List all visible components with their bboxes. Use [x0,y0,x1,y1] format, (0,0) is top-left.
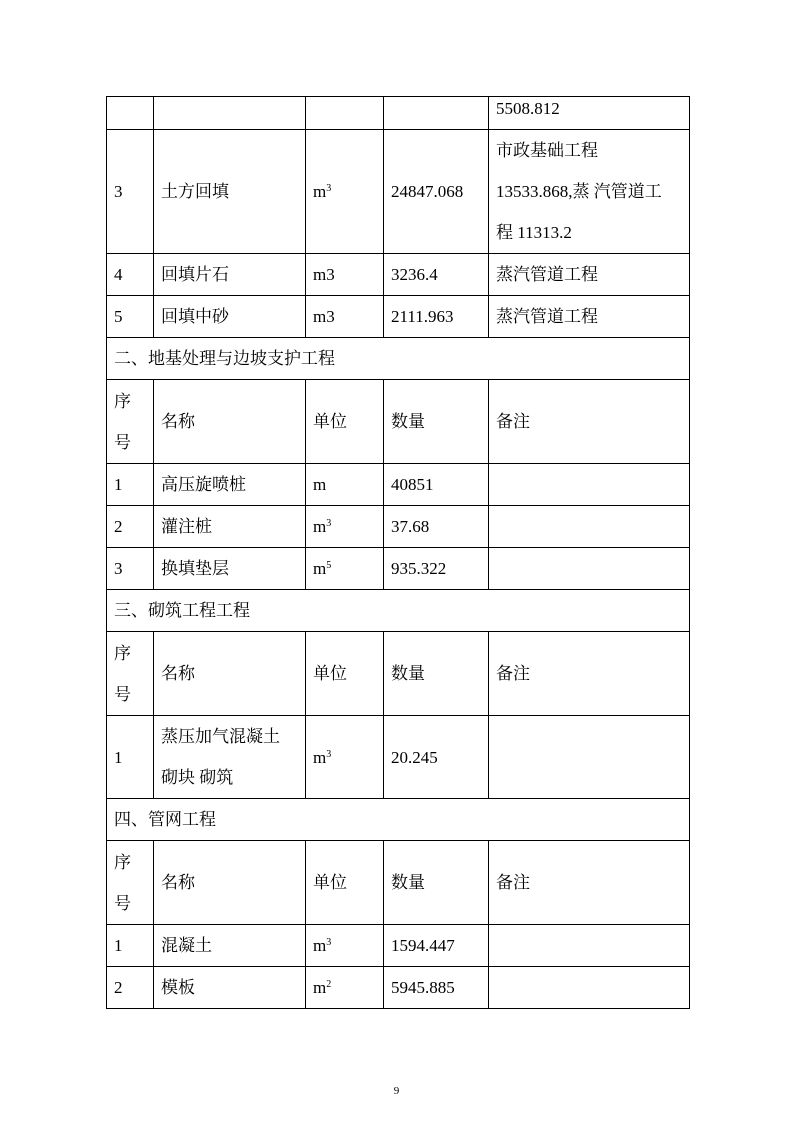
seq-cell: 2 [107,506,154,548]
qty-cell: 3236.4 [384,254,489,296]
header-seq-line: 号 [114,432,131,452]
unit-superscript: 5 [326,560,332,571]
name-cell: 高压旋喷桩 [154,464,306,506]
header-row [107,841,690,925]
name-cell [154,97,306,130]
header-row [107,632,690,716]
table-row [107,506,690,548]
name-cell: 土方回填 [154,130,306,254]
unit-cell [306,130,384,254]
header-seq [107,632,154,716]
header-row [107,380,690,464]
note-cell: 蒸汽管道工程 [489,296,690,338]
unit-base: m [313,559,327,578]
unit-base: m [313,747,327,767]
section-title-row [107,799,690,841]
qty-cell: 2111.963 [384,296,489,338]
unit-cell: m3 [306,254,384,296]
quantities-table [106,96,690,1009]
name-line: 砌块 砌筑 [161,768,234,787]
section-title-row [107,590,690,632]
seq-cell: 1 [107,925,154,967]
note-cell [489,925,690,967]
section-title: 三、砌筑工程工程 [107,590,690,632]
unit-cell [306,97,384,130]
qty-cell: 5945.885 [384,967,489,1009]
section-title-row [107,338,690,380]
name-cell: 回填中砂 [154,296,306,338]
name-cell: 混凝土 [154,925,306,967]
table-row [107,296,690,338]
note-line: 程 11313.2 [496,223,572,242]
unit-cell [306,967,384,1009]
header-seq-line: 序 [114,852,131,872]
seq-cell: 1 [107,716,154,799]
header-qty: 数量 [384,380,489,464]
header-qty: 数量 [384,841,489,925]
name-cell [154,716,306,799]
name-line: 蒸压加气混凝土 [161,727,280,746]
seq-cell: 5 [107,296,154,338]
table-row [107,548,690,590]
qty-cell: 24847.068 [384,130,489,254]
seq-cell: 3 [107,548,154,590]
unit-superscript: 3 [326,748,332,760]
note-cell [489,548,690,590]
note-cell [489,716,690,799]
qty-cell: 935.322 [384,548,489,590]
header-unit: 单位 [306,632,384,716]
header-seq-line: 序 [114,643,131,663]
seq-cell: 3 [107,130,154,254]
unit-base: m [313,936,327,955]
section-title: 四、管网工程 [107,799,690,841]
header-unit: 单位 [306,841,384,925]
note-line: 市政基础工程 [496,141,598,160]
unit-cell [306,548,384,590]
header-seq [107,841,154,925]
header-seq [107,380,154,464]
header-note: 备注 [489,841,690,925]
table-row [107,130,690,254]
note-cell: 蒸汽管道工程 [489,254,690,296]
header-seq-line: 号 [114,684,131,704]
unit-superscript: 3 [326,937,332,948]
unit-superscript: 3 [326,183,332,194]
seq-cell: 1 [107,464,154,506]
unit-cell: m [306,464,384,506]
seq-cell: 4 [107,254,154,296]
qty-cell [384,97,489,130]
page-number: 9 [393,1085,400,1097]
table-row [107,716,690,799]
seq-cell: 2 [107,967,154,1009]
note-cell [489,506,690,548]
note-cell [489,464,690,506]
header-note: 备注 [489,380,690,464]
unit-base: m [313,517,327,536]
header-name: 名称 [154,380,306,464]
unit-base: m [313,978,327,997]
header-name: 名称 [154,632,306,716]
name-cell: 换填垫层 [154,548,306,590]
unit-cell: m3 [306,296,384,338]
section-title: 二、地基处理与边坡支护工程 [107,338,690,380]
header-unit: 单位 [306,380,384,464]
unit-cell [306,716,384,799]
seq-cell [107,97,154,130]
name-cell: 模板 [154,967,306,1009]
table-row [107,925,690,967]
note-cell: 5508.812 [489,97,690,130]
qty-cell: 37.68 [384,506,489,548]
header-note: 备注 [489,632,690,716]
header-seq-line: 号 [114,893,131,913]
unit-cell [306,506,384,548]
header-seq-line: 序 [114,391,131,411]
table-row [107,97,690,130]
qty-cell: 1594.447 [384,925,489,967]
note-cell [489,130,690,254]
qty-cell: 20.245 [384,716,489,799]
unit-superscript: 2 [326,979,332,990]
note-cell [489,967,690,1009]
table-row [107,464,690,506]
note-line: 13533.868,蒸 汽管道工 [496,182,662,201]
header-name: 名称 [154,841,306,925]
name-cell: 灌注桩 [154,506,306,548]
unit-base: m [313,182,327,201]
unit-superscript: 3 [326,518,332,529]
table-row [107,254,690,296]
qty-cell: 40851 [384,464,489,506]
unit-cell [306,925,384,967]
name-cell: 回填片石 [154,254,306,296]
table-row [107,967,690,1009]
header-qty: 数量 [384,632,489,716]
